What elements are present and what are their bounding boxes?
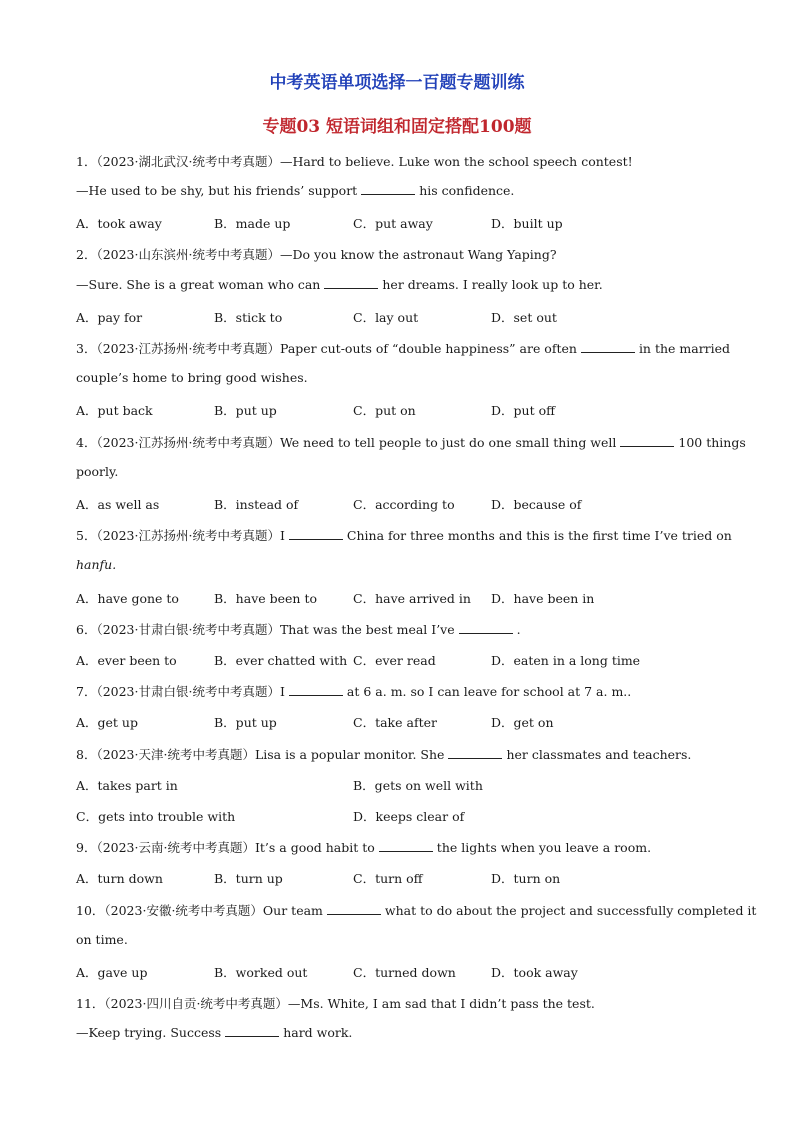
option-a[interactable]: A．put back [76,403,153,418]
option-c[interactable]: C．according to [353,497,455,512]
option-b[interactable]: B．have been to [214,591,317,606]
document-subtitle: 专题03 短语词组和固定搭配100题 [262,117,532,137]
option-c[interactable]: C．put on [353,403,416,418]
option-c[interactable]: C．ever read [353,653,436,668]
option-d[interactable]: D．eaten in a long time [491,653,641,668]
answer-blank [225,1026,279,1037]
answer-blank [289,529,343,540]
option-b[interactable]: B．ever chatted with [214,653,348,668]
question-8-stem: 8．（2023·天津·统考中考真题）Lisa is a popular monitor. She her classmates and teachers. [76,747,692,762]
option-d[interactable]: D．get on [491,715,554,730]
option-b[interactable]: B．worked out [214,965,308,980]
question-11-stem: 11．（2023·四川自贡·统考中考真题）—Ms. White, I am sad that I didn’t pass the test. [76,996,595,1011]
option-c[interactable]: C．turn off [353,871,423,886]
option-a[interactable]: A．as well as [76,497,160,512]
question-1-reply: —He used to be shy, but his friends’ support his confidence. [76,183,515,198]
option-c[interactable]: C．take after [353,715,437,730]
option-a[interactable]: A．pay for [76,310,143,325]
question-11-reply: —Keep trying. Success hard work. [76,1025,353,1040]
option-b[interactable]: B．stick to [214,310,283,325]
question-4-stem: 4．（2023·江苏扬州·统考中考真题）We need to tell people to just do one small thing well 100 things [76,435,746,450]
option-b[interactable]: B．made up [214,216,291,231]
question-3-stem-cont: couple’s home to bring good wishes. [76,370,308,385]
document-title: 中考英语单项选择一百题专题训练 [269,73,525,93]
option-d[interactable]: D．turn on [491,871,561,886]
answer-blank [289,685,343,696]
answer-blank [459,623,513,634]
option-c[interactable]: C．lay out [353,310,419,325]
option-b[interactable]: B．put up [214,715,277,730]
option-d[interactable]: D．put off [491,403,555,418]
answer-blank [324,278,378,289]
answer-blank [379,841,433,852]
option-b[interactable]: B．instead of [214,497,299,512]
option-d[interactable]: D．keeps clear of [353,809,465,824]
answer-blank [448,748,502,759]
question-2-reply: —Sure. She is a great woman who can her dreams. I really look up to her. [76,277,603,292]
question-1-stem: 1．（2023·湖北武汉·统考中考真题）—Hard to believe. Luke won the school speech contest! [76,154,633,169]
option-d[interactable]: D．built up [491,216,563,231]
option-a[interactable]: A．ever been to [76,653,177,668]
question-3-stem: 3．（2023·江苏扬州·统考中考真题）Paper cut-outs of “double happiness” are often in the married [76,341,731,356]
option-c[interactable]: C．gets into trouble with [76,809,236,824]
question-10-stem: 10．（2023·安徽·统考中考真题）Our team what to do about the project and successfully completed it [76,903,757,918]
option-b[interactable]: B．turn up [214,871,283,886]
option-d[interactable]: D．set out [491,310,557,325]
option-c[interactable]: C．turned down [353,965,456,980]
question-5-stem: 5．（2023·江苏扬州·统考中考真题）I China for three months and this is the first time I’ve tried on [76,528,732,543]
option-c[interactable]: C．put away [353,216,433,231]
question-9-stem: 9．（2023·云南·统考中考真题）It’s a good habit to the lights when you leave a room. [76,840,652,855]
answer-blank [327,904,381,915]
option-d[interactable]: D．took away [491,965,578,980]
question-10-stem-cont: on time. [76,932,128,947]
question-2-stem: 2．（2023·山东滨州·统考中考真题）—Do you know the astronaut Wang Yaping? [76,247,557,262]
option-b[interactable]: B．put up [214,403,277,418]
question-7-stem: 7．（2023·甘肃白银·统考中考真题）I at 6 a. m. so I can leave for school at 7 a. m.. [76,684,632,699]
option-b[interactable]: B．gets on well with [353,778,483,793]
answer-blank [581,342,635,353]
option-d[interactable]: D．have been in [491,591,595,606]
option-a[interactable]: A．get up [76,715,138,730]
option-a[interactable]: A．have gone to [76,591,179,606]
option-a[interactable]: A．took away [76,216,162,231]
option-a[interactable]: A．gave up [76,965,148,980]
option-a[interactable]: A．turn down [76,871,163,886]
answer-blank [620,436,674,447]
option-d[interactable]: D．because of [491,497,582,512]
question-4-stem-cont: poorly. [76,464,119,479]
option-c[interactable]: C．have arrived in [353,591,471,606]
option-a[interactable]: A．takes part in [76,778,178,793]
question-6-stem: 6．（2023·甘肃白银·统考中考真题）That was the best meal I’ve . [76,622,521,637]
question-5-stem-cont: hanfu. [76,557,117,572]
answer-blank [361,184,415,195]
